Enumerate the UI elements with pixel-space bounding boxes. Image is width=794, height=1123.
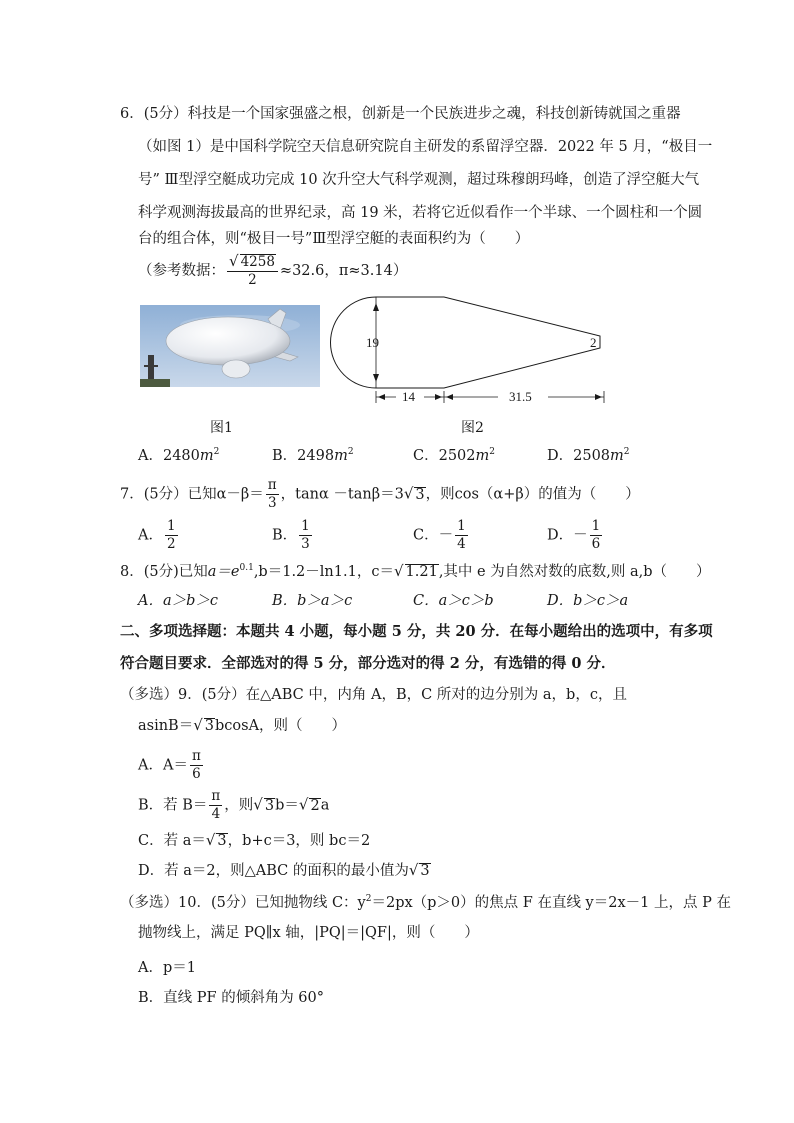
q8-option-b[interactable]: B．b＞a＞c bbox=[272, 593, 353, 609]
q9-option-d[interactable]: D．若 a＝2，则△ABC 的面积的最小值为√ 3 bbox=[138, 861, 430, 879]
q9-option-a[interactable]: A．A＝ $\frac{\pi}{6}$ bbox=[138, 748, 201, 782]
q6-line3: 号” Ⅲ型浮空艇成功完成 10 次升空大气科学观测，超过珠穆朗玛峰，创造了浮空艇大气 bbox=[138, 172, 700, 188]
q6-ref-prefix: （参考数据： bbox=[138, 262, 225, 279]
q7-stem: 7．(5分）已知α－β＝ $\frac{\pi}{3}$ ，tanα －tanβ＝3√ 3，则cos（α+β）的值为（ ） bbox=[120, 477, 640, 511]
section2-line2: 符合题目要求．全部选对的得 5 分，部分选对的得 2 分，有选错的得 0 分． bbox=[120, 655, 616, 672]
q8-option-a[interactable]: A．a＞b＞c bbox=[138, 593, 219, 609]
q10-option-a[interactable]: A．p＝1 bbox=[138, 960, 196, 976]
airship-diagram bbox=[328, 293, 618, 409]
label-2: 2 bbox=[590, 335, 597, 350]
q6-ref-suffix: ≈32.6，π≈3.14） bbox=[279, 262, 408, 279]
label-31-5: 31.5 bbox=[509, 389, 532, 404]
label-19: 19 bbox=[366, 335, 379, 350]
q10-stem-line2: 抛物线上，满足 PQ∥x 轴，|PQ|＝|QF|，则（ ） bbox=[138, 925, 479, 941]
airship-photo bbox=[140, 305, 320, 387]
q7-option-c[interactable]: C．－ $\frac{1}{4}$ bbox=[413, 518, 466, 552]
q6-option-a[interactable]: A．$2480m^2$ bbox=[138, 447, 220, 464]
q9-stem-line2: asinB＝√ 3bcosA，则（ ） bbox=[138, 716, 347, 734]
q10-option-b[interactable]: B．直线 PF 的倾斜角为 60° bbox=[138, 990, 324, 1006]
q9-option-b[interactable]: B．若 B＝ $\frac{\pi}{4}$ ，则√ 3b＝√ 2a bbox=[138, 788, 330, 822]
fig1-caption: 图1 bbox=[210, 420, 233, 436]
q7-option-d[interactable]: D．－ $\frac{1}{6}$ bbox=[547, 518, 601, 552]
q6-ref-fraction: $\frac{√ 4258}{2}$ bbox=[227, 254, 278, 288]
q6-reference-data bbox=[138, 254, 407, 288]
q7-option-a[interactable]: A． $\frac{1}{2}$ bbox=[138, 518, 176, 552]
label-14: 14 bbox=[402, 389, 415, 404]
q9-stem-line1: （多选）9．(5分）在△ABC 中，内角 A，B，C 所对的边分别为 a，b，c，且 bbox=[120, 687, 627, 703]
q6-line5: 台的组合体，则“极目一号”Ⅲ型浮空艇的表面积约为（ ） bbox=[138, 231, 530, 247]
q6-option-b[interactable]: B．$2498m^2$ bbox=[272, 447, 354, 464]
section2-line1: 二、多项选择题：本题共 4 小题，每小题 5 分，共 20 分．在每小题给出的选项中，有多项 bbox=[120, 623, 713, 640]
q8-option-c[interactable]: C．a＞c＞b bbox=[413, 593, 494, 609]
q6-line2: （如图 1）是中国科学院空天信息研究院自主研发的系留浮空器．2022 年 5 月，“极目一 bbox=[138, 139, 713, 155]
q8-stem: 8．(5分)已知$a=e^{0.1},b=1.2-\ln 1.1$，c＝√ 1.21,其中 e 为自然对数的底数,则 a,b（ ） bbox=[120, 562, 711, 580]
q6-option-c[interactable]: C．$2502m^2$ bbox=[413, 447, 495, 464]
q6-line1: 6．(5分）科技是一个国家强盛之根，创新是一个民族进步之魂，科技创新铸就国之重器 bbox=[120, 106, 681, 122]
q6-line4: 科学观测海拔最高的世界纪录，高 19 米，若将它近似看作一个半球、一个圆柱和一个圆 bbox=[138, 205, 703, 221]
q7-option-b[interactable]: B． $\frac{1}{3}$ bbox=[272, 518, 310, 552]
q6-option-d[interactable]: D．$2508m^2$ bbox=[547, 447, 630, 464]
q8-option-d[interactable]: D．b＞c＞a bbox=[547, 593, 629, 609]
q10-stem-line1: （多选）10．(5分）已知抛物线 C：$y^2=2px(p>0)$的焦点 F 在直线 y＝2x－1 上，点 P 在 bbox=[120, 894, 731, 911]
q9-option-c[interactable]: C．若 a＝√ 3，b+c＝3，则 bc＝2 bbox=[138, 831, 371, 849]
fig2-caption: 图2 bbox=[461, 420, 484, 436]
